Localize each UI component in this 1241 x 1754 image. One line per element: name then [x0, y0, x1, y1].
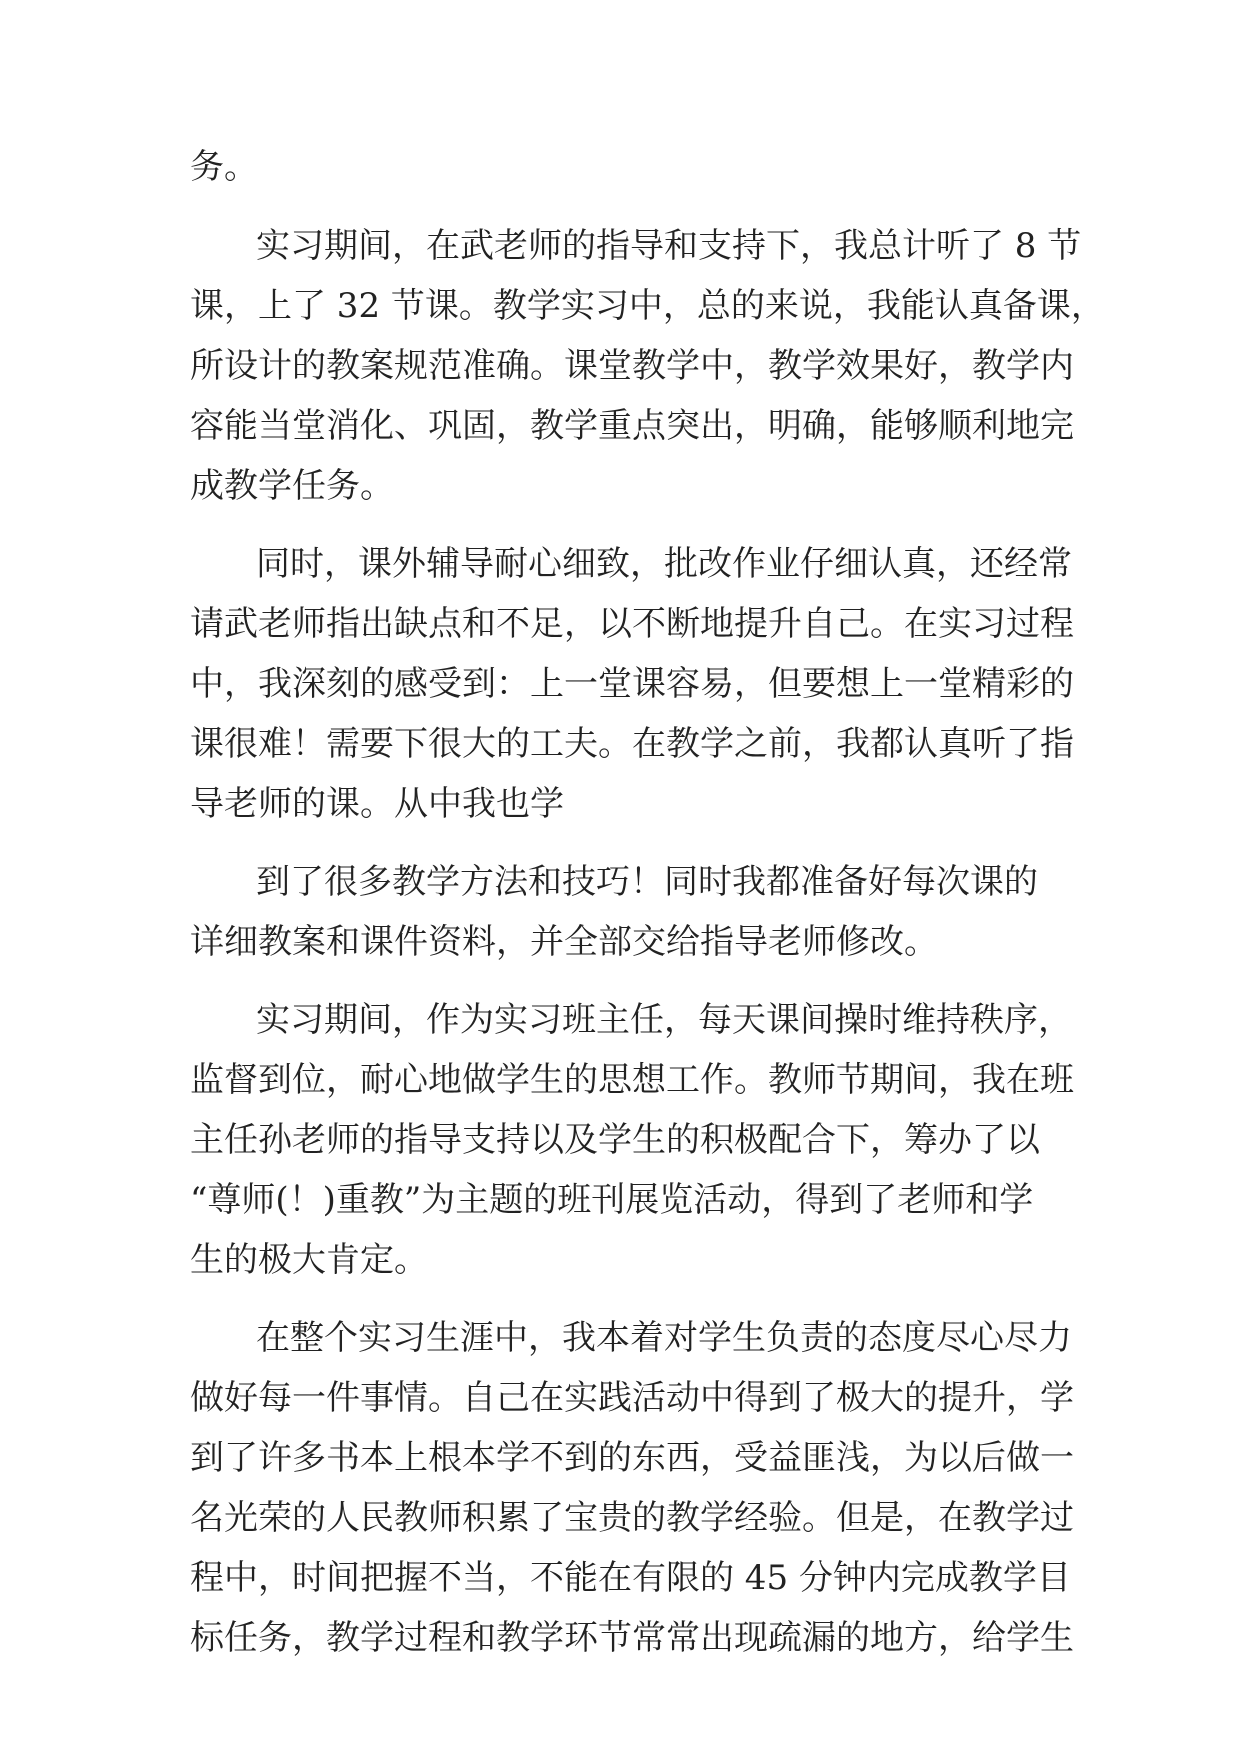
text-line	[0, 654, 1241, 714]
line-text: 成教学任务。	[190, 466, 394, 506]
line-text: 实习期间，作为实习班主任，每天课间操时维持秩序，	[256, 1000, 1072, 1040]
line-text: 课，上了 32 节课。教学实习中，总的来说，我能认真备课，	[190, 286, 1105, 326]
text-line	[0, 216, 1241, 276]
text-line	[0, 774, 1241, 834]
text-line	[0, 456, 1241, 516]
text-line	[0, 137, 1241, 197]
text-line	[0, 1050, 1241, 1110]
text-line	[0, 912, 1241, 972]
text-line	[0, 1548, 1241, 1608]
line-text: 标任务，教学过程和教学环节常常出现疏漏的地方，给学生	[190, 1618, 1074, 1658]
text-line	[0, 594, 1241, 654]
line-text: 主任孙老师的指导支持以及学生的积极配合下，筹办了以	[190, 1120, 1040, 1160]
text-line	[0, 714, 1241, 774]
line-text: 请武老师指出缺点和不足，以不断地提升自己。在实习过程	[190, 604, 1074, 644]
line-text: 中，我深刻的感受到：上一堂课容易，但要想上一堂精彩的	[190, 664, 1074, 704]
text-line	[0, 1170, 1241, 1230]
text-line	[0, 396, 1241, 456]
text-line	[0, 276, 1241, 336]
text-line	[0, 1608, 1241, 1668]
line-text: 实习期间，在武老师的指导和支持下，我总计听了 8 节	[256, 226, 1082, 266]
text-line	[0, 1368, 1241, 1428]
line-text: 到了许多书本上根本学不到的东西，受益匪浅，为以后做一	[190, 1438, 1074, 1478]
line-text: 监督到位，耐心地做学生的思想工作。教师节期间，我在班	[190, 1060, 1074, 1100]
line-text: 程中，时间把握不当，不能在有限的 45 分钟内完成教学目	[190, 1558, 1071, 1598]
text-line	[0, 534, 1241, 594]
line-text: 在整个实习生涯中，我本着对学生负责的态度尽心尽力	[256, 1318, 1072, 1358]
text-line	[0, 1230, 1241, 1290]
line-text: 同时，课外辅导耐心细致，批改作业仔细认真，还经常	[256, 544, 1072, 584]
line-text: 课很难！需要下很大的工夫。在教学之前，我都认真听了指	[190, 724, 1074, 764]
text-line	[0, 1488, 1241, 1548]
text-line	[0, 336, 1241, 396]
line-text: 到了很多教学方法和技巧！同时我都准备好每次课的	[256, 862, 1038, 902]
line-text: 名光荣的人民教师积累了宝贵的教学经验。但是，在教学过	[190, 1498, 1074, 1538]
text-line	[0, 1428, 1241, 1488]
line-text: 详细教案和课件资料，并全部交给指导老师修改。	[190, 922, 938, 962]
line-text: 做好每一件事情。自己在实践活动中得到了极大的提升，学	[190, 1378, 1074, 1418]
text-line	[0, 852, 1241, 912]
text-line	[0, 1110, 1241, 1170]
line-text: 所设计的教案规范准确。课堂教学中，教学效果好，教学内	[190, 346, 1074, 386]
text-line	[0, 1308, 1241, 1368]
line-text: 务。	[190, 147, 258, 187]
line-text: 生的极大肯定。	[190, 1240, 428, 1280]
text-line	[0, 990, 1241, 1050]
line-text: “尊师(！)重教”为主题的班刊展览活动，得到了老师和学	[190, 1180, 1034, 1220]
line-text: 导老师的课。从中我也学	[190, 784, 564, 824]
line-text: 容能当堂消化、巩固，教学重点突出，明确，能够顺利地完	[190, 406, 1074, 446]
